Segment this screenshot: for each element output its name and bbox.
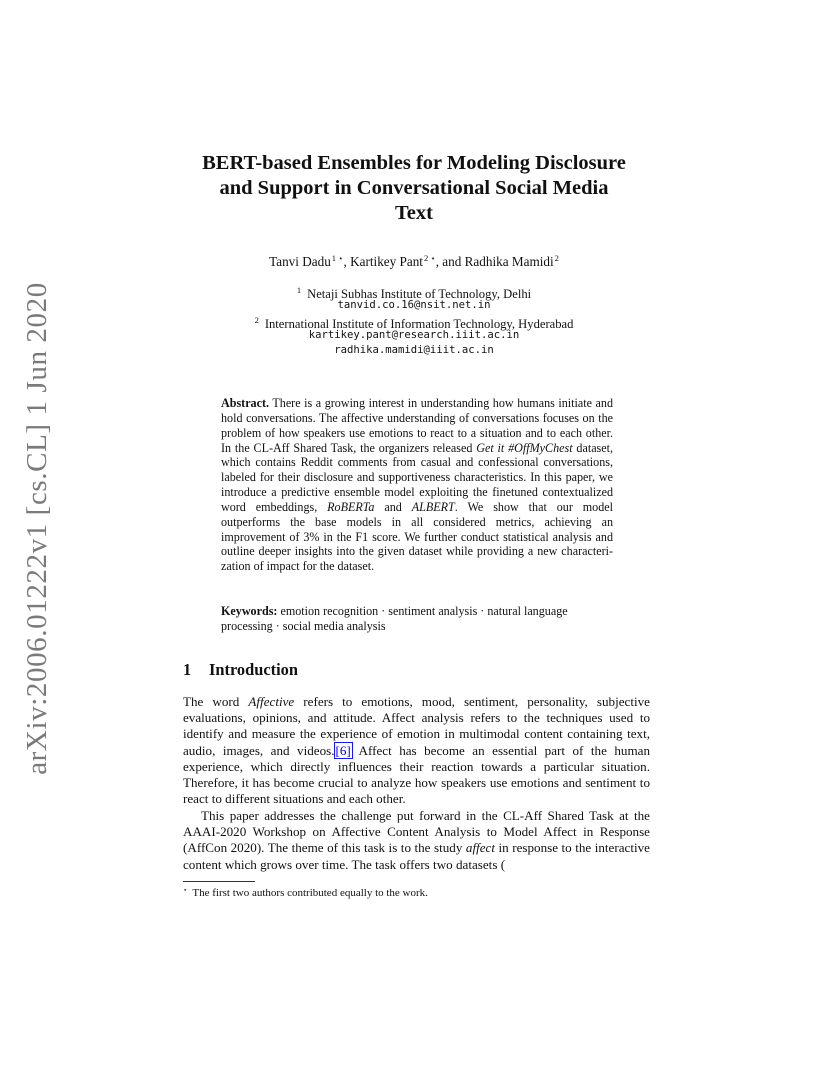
footnote-rule xyxy=(183,881,255,882)
model-name: RoBERTa xyxy=(327,499,375,514)
model-name: ALBERT xyxy=(411,499,455,514)
emphasized-term: Affective xyxy=(248,694,295,709)
author-list xyxy=(150,253,678,270)
keywords-label: Keywords: xyxy=(221,604,278,618)
footnote xyxy=(183,886,650,899)
affiliation-number: 2 xyxy=(254,315,259,325)
author-email[interactable]: kartikey.pant@research.iiit.ac.in xyxy=(308,329,520,341)
keywords-text: emotion recognition · sentiment analysis · natural language processing · social media analysis xyxy=(221,604,568,633)
title-line-1: BERT-based Ensembles for Modeling Disclosure xyxy=(202,152,626,174)
footnote-text: The first two authors contributed equally to the work. xyxy=(192,887,428,899)
arxiv-identifier-stamp xyxy=(14,281,60,775)
section-number: 1 xyxy=(183,660,192,679)
author-affiliation-mark: 2 ⋆ xyxy=(423,253,436,263)
emphasized-term: affect xyxy=(465,840,495,856)
abstract-text: and xyxy=(374,499,412,514)
dataset-name: Get it #OffMyChest xyxy=(476,440,573,455)
affiliation-name: International Institute of Information Technology, Hyderabad xyxy=(264,317,574,331)
intro-paragraph-2 xyxy=(183,808,650,873)
title-line-2: and Support in Conversational Social Media xyxy=(219,177,609,199)
abstract-text: There is a growing interest in understanding how humans initiate and hold conversations. The affective understanding of conversations focuses on the problem of how speakers use emotions to react to a situation and to each other. In the CL-Aff Shared Task, the organizers released xyxy=(221,396,613,455)
abstract-text: dataset, which contains Reddit comments from casual and confessional conversations, labeled for their disclosure and supportiveness characteristics. In this paper, we introduce a predictive ensemble model exploiting the finetuned contextualized word embeddings, xyxy=(221,440,614,514)
author-name: Radhika Mamidi xyxy=(464,254,554,269)
author-separator: , and xyxy=(435,254,465,269)
intro-paragraph-1 xyxy=(183,694,650,807)
author-email[interactable]: radhika.mamidi@iiit.ac.in xyxy=(334,344,494,356)
body-text-run: in response to the interactive content which grows over time. The task offers two datasets ( xyxy=(183,840,650,872)
author-name: Tanvi Dadu xyxy=(269,254,331,269)
section-heading-introduction xyxy=(183,660,298,680)
footnote-mark: ⋆ xyxy=(183,886,188,894)
author-affiliation-mark: 1 ⋆ xyxy=(331,253,344,263)
affiliation-number: 1 xyxy=(296,285,302,295)
author-name: Kartikey Pant xyxy=(350,254,423,269)
abstract xyxy=(221,396,613,574)
citation-link[interactable]: [6] xyxy=(335,742,351,758)
body-text-run: Affect has become an essential part of the human experience, which directly influences their reaction towards a particular situation. Therefore, it has become crucial to analyze how speakers use emotions and sentiment to react to different situations and each other. xyxy=(183,742,650,807)
body-text-run: This paper addresses the challenge put forward in the CL-Aff Shared Task at the AAAI-2020 Workshop on Affective Content Analysis to Model Affect in Response (AffCon 2020). The theme of this task is to the study xyxy=(183,808,650,856)
body-text-run: refers to emotions, mood, sentiment, personality, subjective evaluations, opinions, and attitude. Affect analysis refers to the techniques used to identify and measure the experience of emotion in multimodal content containing text, audio, images, and videos. xyxy=(183,694,650,758)
keywords xyxy=(221,604,613,634)
abstract-label: Abstract. xyxy=(221,396,270,410)
arxiv-stamp-text: arXiv:2006.01222v1 [cs.CL] 1 Jun 2020 xyxy=(20,281,53,775)
paper-title xyxy=(150,151,678,226)
abstract-text: . We show that our model outperforms the base models in all considered metrics, achieving an improvement of 3% in the F1 score. We further conduct statistical analysis and outline deeper insights into the given dataset while providing a new characterization of impact for the dataset. xyxy=(221,499,613,574)
author-email[interactable]: tanvid.co.16@nsit.net.in xyxy=(337,299,491,311)
body-text-run: The word xyxy=(183,694,249,709)
affiliation-name: Netaji Subhas Institute of Technology, Delhi xyxy=(307,287,532,301)
title-line-3: Text xyxy=(395,202,433,224)
section-title: Introduction xyxy=(209,660,298,679)
author-affiliation-mark: 2 xyxy=(554,253,559,263)
author-separator: , xyxy=(343,254,351,269)
